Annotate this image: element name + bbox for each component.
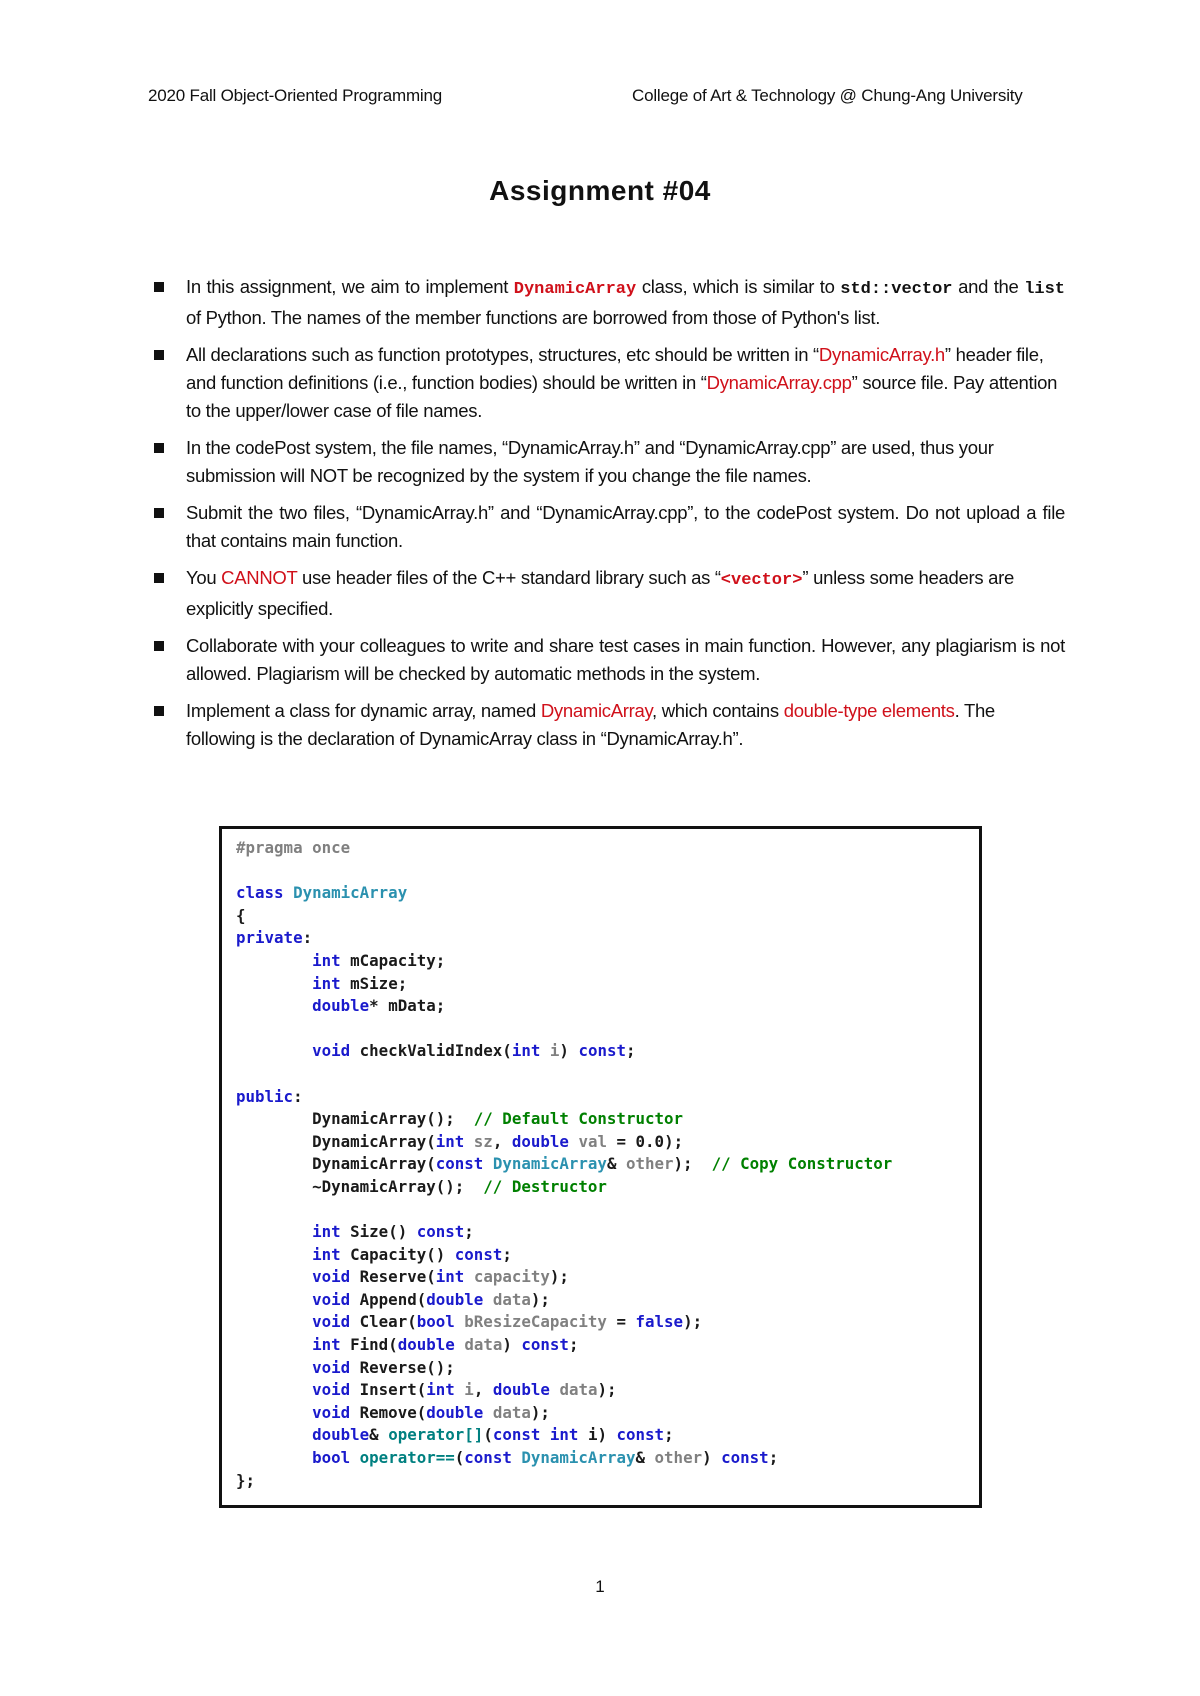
code-token: DynamicArray();	[312, 1109, 465, 1129]
code-token	[512, 1448, 522, 1467]
list-item-text: Submit the two files, “DynamicArray.h” and “DynamicArray.cpp”, to the codePost system. Do not upload a file that contains main function.	[186, 502, 1065, 551]
code-token: DynamicArray(	[312, 1154, 436, 1174]
code-line	[236, 1266, 892, 1289]
code-line	[236, 1108, 892, 1131]
code-line	[236, 927, 892, 950]
list-item-text: std::vector	[840, 280, 953, 299]
code-line	[236, 860, 892, 883]
code-token: &	[635, 1448, 655, 1468]
code-token: data	[492, 1289, 531, 1309]
code-token: int	[511, 1041, 541, 1061]
code-token: double	[312, 996, 370, 1016]
code-token: double	[511, 1131, 569, 1151]
code-token: capacity	[473, 1267, 550, 1287]
list-item-text: You	[186, 567, 222, 588]
code-token: (	[454, 1448, 465, 1468]
code-line	[236, 1357, 892, 1380]
code-token: ;	[464, 1222, 474, 1242]
code-token	[284, 883, 294, 902]
code-token: const	[435, 1154, 484, 1174]
code-token	[236, 1312, 312, 1331]
code-token: ;	[502, 1244, 512, 1264]
code-token: // Destructor	[473, 1176, 607, 1196]
list-item	[148, 697, 1065, 753]
code-token: Size()	[340, 1222, 417, 1242]
list-item-text: In this assignment, we aim to implement	[186, 276, 514, 297]
code-token: double	[426, 1402, 484, 1422]
code-token: );	[597, 1380, 617, 1400]
list-item	[148, 434, 1065, 490]
code-token: #pragma once	[236, 838, 351, 857]
code-line	[236, 1063, 892, 1086]
code-token	[483, 1403, 493, 1422]
list-item-text: ” header file, and function definitions (i.e., function bodies) should be written in “	[186, 344, 1044, 393]
list-item-text: ” source file. Pay attention to the upper/lower case of file names.	[186, 372, 1058, 421]
code-token: int	[426, 1380, 455, 1400]
code-token: i	[549, 1041, 560, 1061]
code-token: (	[483, 1425, 493, 1445]
code-token: Capacity()	[340, 1244, 455, 1264]
code-token	[236, 1222, 312, 1241]
code-token	[540, 1425, 550, 1444]
code-token: ,	[492, 1131, 512, 1151]
code-token: other	[654, 1448, 703, 1468]
code-line	[236, 950, 892, 973]
code-token: bool	[312, 1448, 351, 1468]
code-token: void	[312, 1041, 351, 1061]
code-token: :	[293, 1086, 303, 1106]
list-item-text: DynamicArray.h	[818, 344, 945, 365]
code-token: // Default Constructor	[464, 1109, 684, 1129]
code-line	[236, 1176, 892, 1199]
list-item-text: DynamicArray	[540, 700, 653, 721]
list-item	[148, 632, 1065, 688]
bullet-square-icon	[154, 641, 164, 651]
bullet-square-icon	[154, 573, 164, 583]
code-token: Find(	[340, 1335, 398, 1355]
code-line	[236, 1018, 892, 1041]
list-item-text: <vector>	[720, 571, 803, 590]
code-token: int	[312, 1244, 341, 1264]
list-item-text: CANNOT	[221, 567, 298, 588]
code-token: void	[312, 1402, 351, 1422]
code-token	[455, 1380, 465, 1399]
code-token: };	[236, 1470, 256, 1490]
code-token: Append(	[350, 1289, 427, 1309]
bullet-square-icon	[154, 443, 164, 453]
code-token: void	[312, 1380, 351, 1400]
code-token	[236, 1245, 312, 1264]
list-item-text: use header files of the C++ standard library such as “	[297, 567, 721, 588]
list-item-text: DynamicArray.cpp	[706, 372, 852, 393]
code-line	[236, 1447, 892, 1470]
code-line	[236, 1244, 892, 1267]
code-token	[236, 1132, 312, 1151]
code-token: class	[236, 883, 284, 903]
code-token: ~DynamicArray();	[312, 1176, 474, 1196]
code-token: );	[683, 1312, 703, 1332]
code-token: const	[721, 1448, 769, 1468]
code-token: ,	[473, 1380, 493, 1400]
code-token	[550, 1380, 560, 1399]
code-token: DynamicArray(	[312, 1131, 436, 1151]
list-item-text: DynamicArray	[513, 280, 637, 299]
code-token: // Copy Constructor	[702, 1154, 893, 1174]
instruction-list	[148, 273, 1065, 762]
code-token: ;	[626, 1041, 636, 1061]
code-token	[455, 1335, 465, 1354]
code-line	[236, 1424, 892, 1447]
code-token: mCapacity;	[340, 950, 446, 970]
code-token: data	[464, 1335, 503, 1355]
list-item-text: All declarations such as function prototypes, structures, etc should be written in “	[186, 344, 819, 365]
bullet-square-icon	[154, 508, 164, 518]
code-token: void	[312, 1289, 351, 1309]
code-token: )	[502, 1335, 522, 1355]
code-token: public	[236, 1086, 294, 1106]
code-line	[236, 1402, 892, 1425]
code-line	[236, 1199, 892, 1222]
code-token	[236, 1177, 312, 1196]
code-line	[236, 1334, 892, 1357]
code-token	[236, 1109, 312, 1128]
code-token: data	[559, 1380, 598, 1400]
code-token	[236, 974, 312, 993]
page-title: Assignment #04	[489, 175, 711, 206]
code-line	[236, 1040, 892, 1063]
code-token: checkValidIndex(	[350, 1041, 512, 1061]
code-token: int	[549, 1425, 579, 1445]
header-course: 2020 Fall Object-Oriented Programming	[148, 86, 443, 105]
code-token: double	[492, 1380, 550, 1400]
list-item-text: Collaborate with your colleagues to write and share test cases in main function. However, any plagiarism is not allowed. Plagiarism will be checked by automatic methods in the system.	[186, 635, 1065, 684]
code-token	[455, 1312, 465, 1331]
code-token: int	[312, 973, 341, 993]
code-line	[236, 905, 892, 928]
code-token: void	[312, 1312, 351, 1332]
code-token: int	[312, 950, 341, 970]
code-token: const	[521, 1335, 569, 1355]
code-line	[236, 1153, 892, 1176]
code-token: DynamicArray	[293, 883, 408, 903]
code-line	[236, 1131, 892, 1154]
code-token: ;	[568, 1335, 579, 1355]
code-token	[236, 1403, 312, 1422]
code-token: Reverse();	[350, 1357, 455, 1377]
code-token: );	[549, 1267, 569, 1287]
code-token: data	[492, 1402, 531, 1422]
code-token	[236, 1358, 312, 1377]
code-line	[236, 1311, 892, 1334]
code-token: const	[464, 1448, 512, 1468]
code-token: const	[454, 1244, 503, 1264]
list-item-text: list	[1024, 280, 1065, 299]
code-token: DynamicArray	[521, 1448, 636, 1468]
list-item-text: and the	[952, 276, 1025, 297]
code-token: const	[416, 1222, 465, 1242]
code-token: sz	[473, 1131, 493, 1151]
list-item-text: double-type elements	[783, 700, 955, 721]
code-token: operator==	[359, 1448, 455, 1468]
bullet-square-icon	[154, 350, 164, 360]
list-item-text: ” unless some headers are explicitly specified.	[186, 567, 1014, 619]
code-token	[350, 1448, 360, 1467]
list-item	[148, 499, 1065, 555]
code-line	[236, 1470, 892, 1493]
code-token: const	[616, 1425, 665, 1445]
code-token: = 0.0);	[607, 1131, 684, 1151]
list-item	[148, 564, 1065, 623]
code-token: * mData;	[369, 996, 446, 1016]
code-line	[236, 1221, 892, 1244]
code-token: false	[635, 1312, 684, 1332]
code-token: double	[397, 1335, 455, 1355]
code-token	[464, 1267, 474, 1286]
code-token: i)	[578, 1425, 617, 1445]
code-line	[236, 1086, 892, 1109]
code-token: int	[312, 1335, 341, 1355]
code-line	[236, 1379, 892, 1402]
list-item	[148, 341, 1065, 425]
code-token	[236, 1154, 312, 1173]
code-token	[236, 1335, 312, 1354]
code-line	[236, 882, 892, 905]
list-item-text: , which contains	[652, 700, 784, 721]
code-box	[219, 826, 982, 1508]
code-token: Insert(	[350, 1380, 427, 1400]
code-token: &	[606, 1154, 626, 1174]
header-institution: College of Art & Technology @ Chung-Ang University	[632, 86, 1023, 105]
code-token: =	[606, 1312, 636, 1332]
code-token	[236, 1448, 312, 1467]
code-token: :	[302, 928, 313, 948]
code-token: );	[673, 1154, 703, 1174]
code-token	[236, 1425, 312, 1444]
code-token	[236, 951, 312, 970]
code-token	[236, 1041, 312, 1060]
code-token: operator[]	[388, 1425, 484, 1445]
list-item-text: Implement a class for dynamic array, named	[186, 700, 541, 721]
code-token: const	[492, 1425, 541, 1445]
code-token: int	[312, 1222, 341, 1242]
code-token: bool	[416, 1312, 455, 1332]
code-token	[483, 1290, 493, 1309]
page-number: 1	[595, 1577, 605, 1596]
code-token: &	[369, 1425, 389, 1445]
code-token: );	[530, 1402, 550, 1422]
code-token: int	[435, 1131, 465, 1151]
code-line	[236, 837, 892, 860]
bullet-square-icon	[154, 282, 164, 292]
code-token: const	[578, 1041, 626, 1061]
code-token: Remove(	[350, 1402, 427, 1422]
code-token	[236, 1267, 312, 1286]
list-item	[148, 273, 1065, 332]
code-token	[236, 1380, 312, 1399]
code-token	[540, 1041, 550, 1060]
code-token: );	[530, 1289, 550, 1309]
code-token: Reserve(	[350, 1267, 436, 1287]
list-item-text: class, which is similar to	[636, 276, 841, 297]
code-token: i	[464, 1380, 474, 1400]
code-token	[464, 1132, 474, 1151]
bullet-square-icon	[154, 706, 164, 716]
code-line	[236, 1289, 892, 1312]
code-token: double	[312, 1425, 370, 1445]
code-line	[236, 995, 892, 1018]
code-token: private	[236, 928, 303, 948]
code-token: bResizeCapacity	[464, 1312, 607, 1332]
code-token: )	[559, 1041, 579, 1061]
code-token: int	[435, 1267, 465, 1287]
code-token: other	[625, 1154, 674, 1174]
list-item-text: In the codePost system, the file names, “DynamicArray.h” and “DynamicArray.cpp” are used, thus your submission will NOT be recognized by the system if you change the file names.	[186, 437, 994, 486]
code-token: DynamicArray	[492, 1154, 607, 1174]
code-token: val	[578, 1131, 607, 1151]
code-token: Clear(	[350, 1312, 417, 1332]
code-token: void	[312, 1267, 351, 1287]
code-line	[236, 973, 892, 996]
code-token	[236, 996, 312, 1015]
code-token: {	[236, 905, 246, 925]
code-token: ;	[768, 1448, 779, 1468]
code-token: void	[312, 1357, 351, 1377]
code-token	[483, 1154, 493, 1173]
list-item-text: of Python. The names of the member functions are borrowed from those of Python's list.	[186, 307, 881, 328]
code-token: double	[426, 1289, 484, 1309]
code-token	[236, 1290, 312, 1309]
code-block	[236, 837, 892, 1492]
code-token: ;	[664, 1425, 674, 1445]
list-item-text: . The following is the declaration of DynamicArray class in “DynamicArray.h”.	[186, 700, 995, 749]
code-token: )	[702, 1448, 722, 1468]
code-token: mSize;	[340, 973, 408, 993]
